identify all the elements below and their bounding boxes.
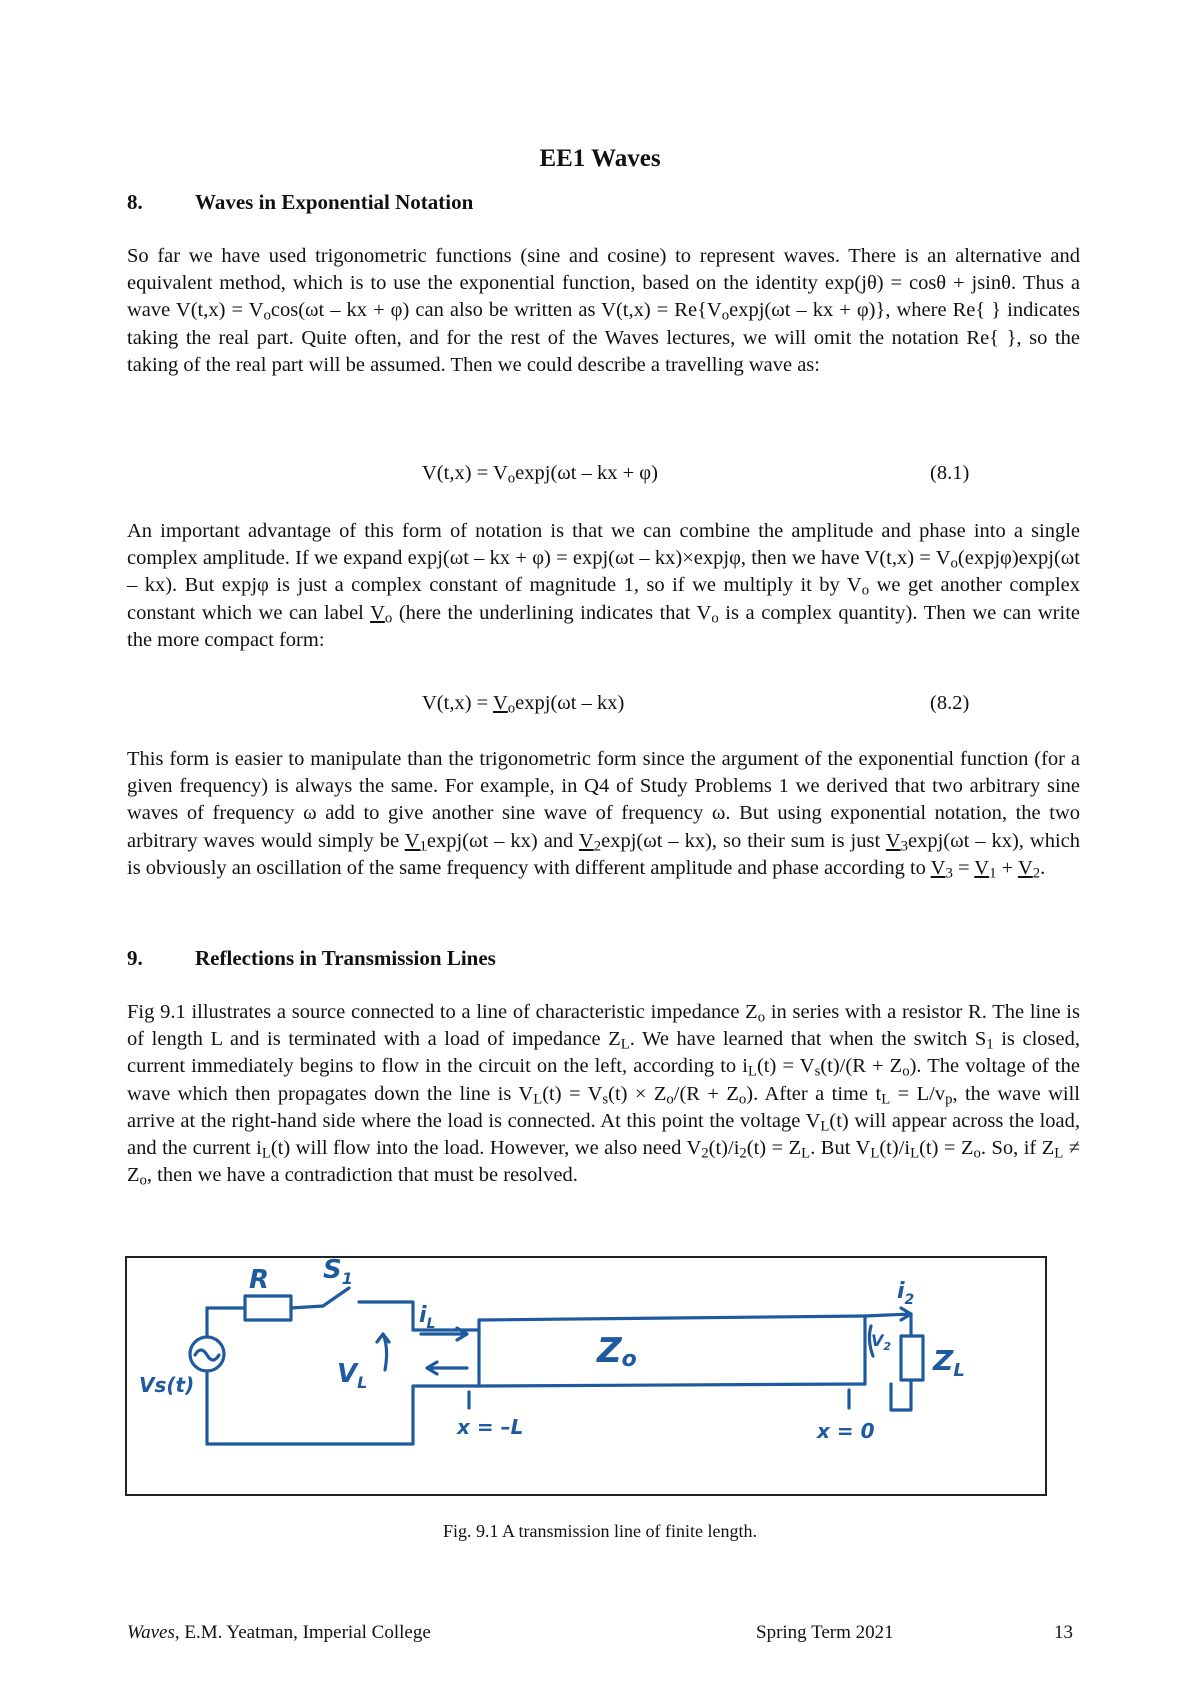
complex-V1 — [404, 829, 427, 855]
current-arrow-i2-icon — [865, 1308, 911, 1320]
line-bottom-conductor — [479, 1384, 865, 1386]
sub-o: o — [861, 583, 870, 600]
p2-text-d: (here the underlining indicates that V — [392, 601, 712, 624]
p4-text: is closed, current immediately begins to flow in the circuit on the left, according to i — [127, 1028, 1080, 1078]
label-VL-main: V — [337, 1359, 358, 1389]
label-i2-main: i — [897, 1279, 905, 1304]
resistor-R — [245, 1296, 291, 1320]
section-8-title: Waves in Exponential Notation — [195, 190, 474, 214]
p3-text-f: + — [996, 856, 1018, 879]
label-V2-main: V — [871, 1331, 884, 1350]
eq2-text-a: V(t,x) = — [422, 692, 493, 714]
sub-p: p — [945, 1091, 953, 1108]
sub-o: o — [507, 470, 516, 487]
sym-V: V — [1017, 856, 1033, 879]
label-S1-sub: 1 — [341, 1269, 353, 1288]
sym-V: V — [492, 692, 508, 714]
sub-s: s — [602, 1091, 609, 1108]
sym-V: V — [370, 601, 385, 624]
p4-text: , then we have a contradiction that must be resolved. — [146, 1164, 578, 1187]
sub-1: 1 — [419, 838, 427, 855]
page-number: 13 — [1054, 1622, 1073, 1643]
sub-L: L — [533, 1091, 543, 1108]
p4-text: (t) = Z — [919, 1137, 974, 1160]
p4-text: ). After a time t — [746, 1082, 882, 1105]
wire-top-left — [207, 1308, 245, 1337]
sub-o: o — [139, 1172, 147, 1189]
label-R: R — [249, 1265, 270, 1295]
sub-L: L — [747, 1064, 757, 1081]
sub-o: o — [721, 308, 730, 325]
sub-3: 3 — [900, 838, 908, 855]
sub-o: o — [507, 700, 516, 717]
sub-2: 2 — [701, 1145, 709, 1162]
p4-text: ). The voltage of the wave which then propagates down the line is V — [127, 1055, 1080, 1105]
sub-o: o — [973, 1145, 981, 1162]
sub-2: 2 — [593, 838, 602, 855]
p4-text: (t) = V — [756, 1055, 815, 1078]
p4-text: (t) = V — [542, 1082, 603, 1105]
complex-Vo — [492, 692, 516, 717]
p2-text-b: (expjφ)expj(ωt – kx). But expjφ is just a complex constant of magnitude 1, so if we multiply it by V — [127, 547, 1080, 597]
sub-L: L — [620, 1036, 630, 1053]
label-S1 — [323, 1258, 353, 1288]
section-9-number: 9. — [127, 946, 143, 970]
sub-2: 2 — [739, 1145, 747, 1162]
complex-V3 — [885, 829, 908, 855]
sub-s: s — [814, 1064, 821, 1081]
p4-text: Fig 9.1 illustrates a source connected to a line of characteristic impedance Z — [127, 1001, 758, 1023]
p3-text-b: expj(ωt – kx) and — [426, 829, 579, 852]
sub-2: 2 — [1032, 865, 1041, 882]
p4-text: . So, if Z — [980, 1137, 1055, 1160]
p4-text: = L/v — [890, 1082, 946, 1105]
complex-V1 — [974, 856, 997, 882]
sub-L: L — [1054, 1145, 1064, 1162]
p3-text-d: expj(ωt – kx), which is obviously an oscillation of the same frequency with different amplitude and phase according to — [127, 829, 1080, 879]
voltage-arrow-VL-icon — [377, 1334, 389, 1370]
paragraph-2 — [127, 518, 1080, 654]
p4-text: (t) × Z — [608, 1082, 667, 1105]
label-i2-sub: 2 — [904, 1292, 915, 1308]
p2-text-a: An important advantage of this form of notation is that we can combine the amplitude and phase into a single complex amplitude. If we expand expj(ωt – kx + φ) = expj(ωt – kx)×expjφ, then we have V(t,x) = V — [127, 520, 1080, 570]
sine-symbol-icon — [195, 1350, 219, 1360]
label-Z0-main: Z — [597, 1331, 622, 1371]
label-VL-sub: L — [357, 1373, 368, 1392]
page-title: EE1 Waves — [539, 145, 661, 172]
sub-o: o — [950, 555, 958, 572]
sub-o: o — [666, 1091, 674, 1108]
section-8-number: 8. — [127, 190, 143, 214]
label-x-minus-L: x = –L — [457, 1415, 524, 1439]
p4-text: , the wave will arrive at the right-hand side where the load is connected. At this point the voltage V — [127, 1082, 1080, 1132]
sym-V: V — [974, 856, 990, 879]
wire-to-switch — [291, 1306, 323, 1308]
label-i2 — [897, 1279, 914, 1308]
label-iL — [419, 1303, 435, 1332]
switch-S1 — [323, 1288, 349, 1306]
sub-o: o — [384, 610, 393, 627]
label-iL-sub: L — [426, 1316, 436, 1332]
p4-text: . We have learned that when the switch S — [629, 1028, 987, 1051]
figure-caption: Fig. 9.1 A transmission line of finite length. — [443, 1521, 757, 1541]
label-S1-main: S — [323, 1258, 342, 1285]
label-ZL-main: Z — [933, 1344, 954, 1377]
label-iL-main: i — [419, 1303, 427, 1328]
p4-text: ≠ Z — [127, 1137, 1080, 1187]
sub-L: L — [881, 1091, 891, 1108]
eq2-text-b: expj(ωt – kx) — [515, 692, 625, 714]
figure-9-1 — [125, 1256, 1047, 1496]
footer-course: Waves — [127, 1622, 175, 1643]
label-Z0 — [596, 1331, 637, 1372]
line-top-conductor — [479, 1316, 865, 1320]
sub-L: L — [801, 1145, 811, 1162]
sym-V: V — [404, 829, 420, 852]
complex-V2 — [1017, 856, 1041, 882]
current-arrow-return-icon — [427, 1362, 467, 1374]
label-Vs: Vs(t) — [139, 1373, 195, 1397]
p4-text: (t)/(R + Z — [820, 1055, 903, 1078]
sub-o: o — [757, 1009, 766, 1026]
label-ZL-sub: L — [953, 1360, 965, 1381]
sub-o: o — [263, 308, 271, 325]
sub-L: L — [261, 1145, 271, 1162]
label-V2 — [871, 1331, 891, 1353]
label-Z0-sub: o — [621, 1347, 637, 1372]
complex-V2 — [578, 829, 602, 855]
sub-1: 1 — [989, 865, 997, 882]
load-resistor-ZL — [901, 1336, 923, 1380]
sub-o: o — [738, 1091, 747, 1108]
p4-text: (t)/i — [879, 1137, 911, 1160]
section-8-heading — [127, 190, 473, 215]
sym-V: V — [885, 829, 901, 852]
sub-o: o — [902, 1064, 910, 1081]
p4-text: (t)/i — [708, 1137, 740, 1160]
p3-text-e: = — [952, 856, 975, 879]
p2-text-c: we get another complex constant which we can label — [127, 574, 1080, 624]
section-9-heading — [127, 946, 496, 971]
section-9-title: Reflections in Transmission Lines — [195, 946, 496, 970]
sub-o: o — [711, 610, 719, 627]
p4-text: (t) = Z — [746, 1137, 802, 1160]
label-x-zero: x = 0 — [817, 1419, 875, 1443]
equation-8-2 — [422, 692, 624, 715]
sym-V: V — [930, 856, 946, 879]
equation-8-1-number: (8.1) — [930, 462, 970, 484]
complex-V3 — [930, 856, 953, 882]
complex-Vo — [370, 601, 393, 627]
sub-1: 1 — [986, 1036, 994, 1053]
p4-text: in series with a resistor R. The line is of length L and is terminated with a load of impedance Z — [127, 1001, 1080, 1051]
p4-text: (t) will flow into the load. However, we also need V — [270, 1137, 702, 1160]
sub-L: L — [870, 1145, 880, 1162]
eq1-text-b: expj(ωt – kx + φ) — [515, 462, 658, 484]
paragraph-3 — [127, 746, 1080, 882]
p3-text-c: expj(ωt – kx), so their sum is just — [601, 829, 886, 852]
paragraph-4 — [127, 999, 1080, 1189]
p3-text-g: . — [1040, 856, 1046, 879]
label-ZL — [932, 1344, 965, 1381]
p3-text-a: This form is easier to manipulate than the trigonometric form since the argument of the exponential function (for a given frequency) is always the same. For example, in Q4 of Study Problems 1 we derived that two arbitrary sine waves of frequency ω add to give another sine wave of frequency ω. But using exponential notation, the two arbitrary waves would simply be — [127, 748, 1080, 852]
circuit-diagram — [127, 1258, 1044, 1493]
label-VL — [337, 1359, 367, 1392]
p1-text-b: cos(ωt – kx + φ) can also be written as V(t,x) = Re{V — [270, 299, 722, 322]
equation-8-2-number: (8.2) — [930, 692, 970, 714]
p4-text: (t) will appear across the load, and the current i — [127, 1109, 1080, 1160]
sub-L: L — [910, 1145, 920, 1162]
footer-term: Spring Term 2021 — [756, 1622, 894, 1643]
eq1-text-a: V(t,x) = V — [422, 462, 508, 484]
sub-3: 3 — [945, 865, 953, 882]
sub-L: L — [820, 1118, 830, 1135]
footer-author — [127, 1622, 431, 1644]
p4-text: . But V — [810, 1137, 871, 1160]
wire-load-return — [891, 1380, 911, 1410]
p2-text-e: is a complex quantity). Then we can write the more compact form: — [127, 601, 1080, 651]
sym-V: V — [578, 829, 594, 852]
p1-text-c: expj(ωt – kx + φ)}, where Re{ } indicates taking the real part. Quite often, and for the rest of the Waves lectures, we will omit the notation Re{ }, so the taking of the real part will be assumed. Then we could describe a travelling wave as: — [127, 299, 1081, 376]
label-V2-sub: 2 — [883, 1340, 892, 1353]
p1-text-a: So far we have used trigonometric functions (sine and cosine) to represent waves. There is an alternative and equivalent method, which is to use the exponential function, based on the identity exp(jθ) = cosθ + jsinθ. Thus a wave V(t,x) = V — [127, 245, 1080, 322]
p4-text: /(R + Z — [673, 1082, 739, 1105]
equation-8-1 — [422, 462, 658, 485]
paragraph-1 — [127, 243, 1080, 379]
footer-author-rest: , E.M. Yeatman, Imperial College — [174, 1622, 431, 1643]
